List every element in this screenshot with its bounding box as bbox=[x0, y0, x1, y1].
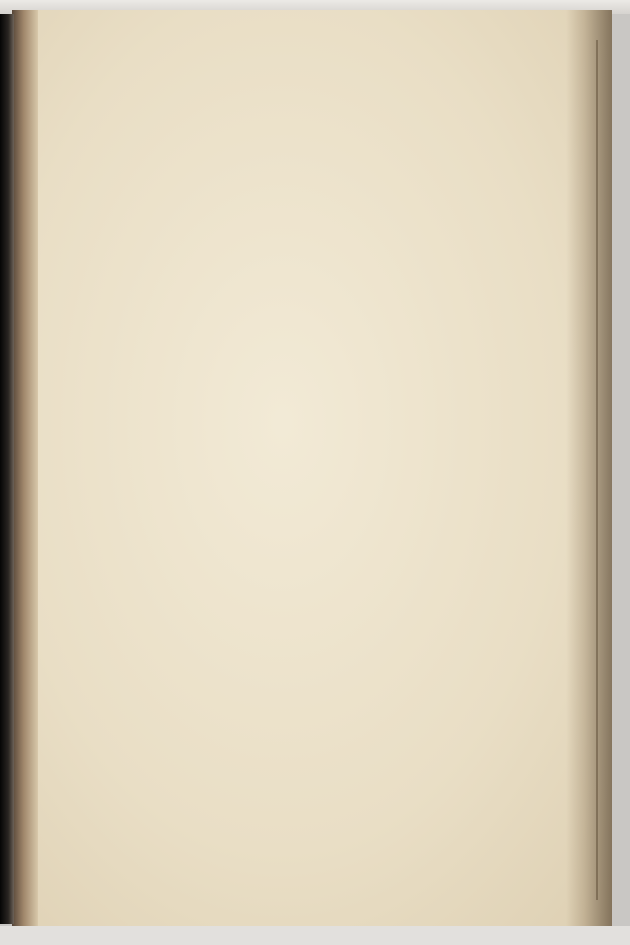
page-fore-edge bbox=[566, 10, 612, 928]
book-page bbox=[12, 10, 612, 928]
scanner-left-shadow bbox=[0, 14, 14, 924]
book-spine-shadow bbox=[12, 10, 38, 928]
scanner-bottom-margin bbox=[0, 926, 630, 945]
page-edge-line bbox=[596, 40, 598, 900]
page-header bbox=[72, 94, 442, 116]
page-text bbox=[72, 94, 442, 144]
